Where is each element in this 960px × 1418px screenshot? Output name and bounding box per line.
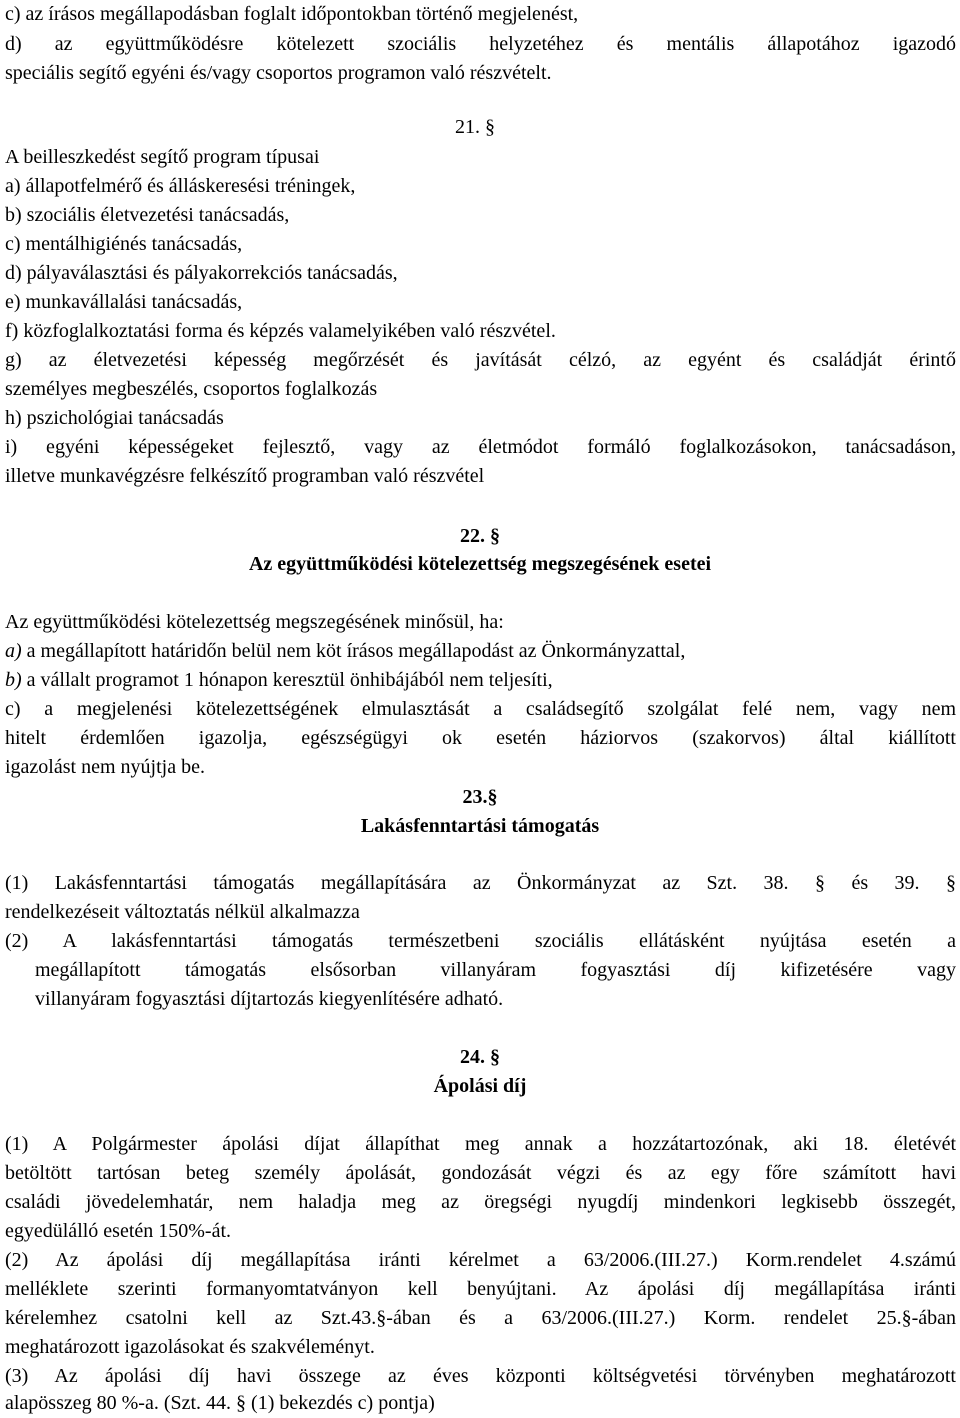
section-title: Ápolási díj: [433, 1075, 527, 1097]
section-number: 21. §: [455, 116, 495, 138]
text-line: d) az együttműködésre kötelezett szociális helyzetéhez és mentális állapotához igazodó: [5, 33, 956, 55]
list-item: c) a megjelenési kötelezettségének elmulasztását a családsegítő szolgálat felé nem, vagy nem: [5, 698, 956, 720]
paragraph-line: (2) A lakásfenntartási támogatás természetbeni szociális ellátásként nyújtása esetén a: [5, 930, 956, 952]
list-item-cont: igazolást nem nyújtja be.: [5, 756, 205, 778]
paragraph-line: (2) Az ápolási díj megállapítása iránti kérelmet a 63/2006.(III.27.) Korm.rendelet 4.számú: [5, 1249, 956, 1271]
section-title: Lakásfenntartási támogatás: [360, 815, 600, 837]
paragraph-line: egyedülálló esetén 150%-át.: [5, 1220, 232, 1242]
paragraph-line: kérelemhez csatolni kell az Szt.43.§-ában és a 63/2006.(III.27.) Korm. rendelet 25.§-ában: [5, 1307, 956, 1329]
item-label: b): [5, 669, 22, 691]
paragraph-line: meghatározott igazolásokat és szakvéleményt.: [5, 1336, 375, 1358]
list-item-cont: személyes megbeszélés, csoportos foglalkozás: [5, 378, 378, 400]
text-line: speciális segítő egyéni és/vagy csoportos programon való részvételt.: [5, 62, 552, 84]
paragraph-line: melléklete szerinti formanyomtatványon kell benyújtani. Az ápolási díj megállapítása iránti: [5, 1278, 956, 1300]
text-line: c) az írásos megállapodásban foglalt időpontokban történő megjelenést,: [5, 3, 579, 25]
section-number: 22. §: [460, 525, 500, 547]
section-intro: Az együttműködési kötelezettség megszegésének minősül, ha:: [5, 611, 504, 633]
list-item: g) az életvezetési képesség megőrzését és javítását célzó, az egyént és családját érintő: [5, 349, 956, 371]
list-item: h) pszichológiai tanácsadás: [5, 407, 224, 429]
list-item-cont: illetve munkavégzésre felkészítő programban való részvétel: [5, 465, 485, 487]
list-item: c) mentálhigiénés tanácsadás,: [5, 233, 243, 255]
item-text: a megállapított határidőn belül nem köt írásos megállapodást az Önkormányzattal,: [21, 640, 686, 662]
list-item: i) egyéni képességeket fejlesztő, vagy az életmódot formáló foglalkozásokon, tanácsadáson,: [5, 436, 956, 458]
paragraph-line: rendelkezéseit változtatás nélkül alkalmazza: [5, 901, 360, 923]
item-text: a vállalt programot 1 hónapon keresztül önhibájából nem teljesíti,: [21, 669, 553, 691]
paragraph-line: családi jövedelemhatár, nem haladja meg az öregségi nyugdíj mindenkori legkisebb összegét,: [5, 1191, 956, 1213]
paragraph-line: (1) Lakásfenntartási támogatás megállapítására az Önkormányzat az Szt. 38. § és 39. §: [5, 872, 956, 894]
list-item: [5, 666, 553, 695]
paragraph-line: alapösszeg 80 %-a. (Szt. 44. § (1) bekezdés c) pontja): [5, 1392, 435, 1414]
paragraph-line: villanyáram fogyasztási díjtartozás kiegyenlítésére adható.: [35, 988, 504, 1010]
paragraph-line: megállapított támogatás elsősorban villanyáram fogyasztási díj kifizetésére vagy: [35, 959, 956, 981]
list-item: a) állapotfelmérő és álláskeresési tréningek,: [5, 175, 356, 197]
section-title: Az együttműködési kötelezettség megszegésének esetei: [248, 553, 712, 575]
item-label: a): [5, 640, 22, 662]
list-item: f) közfoglalkoztatási forma és képzés valamelyikében való részvétel.: [5, 320, 556, 342]
list-item-cont: hitelt érdemlően igazolja, egészségügyi ok esetén háziorvos (szakorvos) által kiállított: [5, 727, 956, 749]
section-number: 23.§: [462, 786, 498, 808]
section-number: 24. §: [460, 1046, 500, 1068]
paragraph-line: betöltött tartósan beteg személy ápolását, gondozását végzi és az egy főre számított havi: [5, 1162, 956, 1184]
paragraph-line: (3) Az ápolási díj havi összege az éves központi költségvetési törvényben meghatározott: [5, 1365, 956, 1387]
list-item: [5, 637, 685, 666]
list-item: b) szociális életvezetési tanácsadás,: [5, 204, 290, 226]
list-item: e) munkavállalási tanácsadás,: [5, 291, 243, 313]
list-item: d) pályaválasztási és pályakorrekciós tanácsadás,: [5, 262, 398, 284]
section-intro: A beilleszkedést segítő program típusai: [5, 146, 320, 168]
paragraph-line: (1) A Polgármester ápolási díjat állapíthat meg annak a hozzátartozónak, aki 18. életévét: [5, 1133, 956, 1155]
